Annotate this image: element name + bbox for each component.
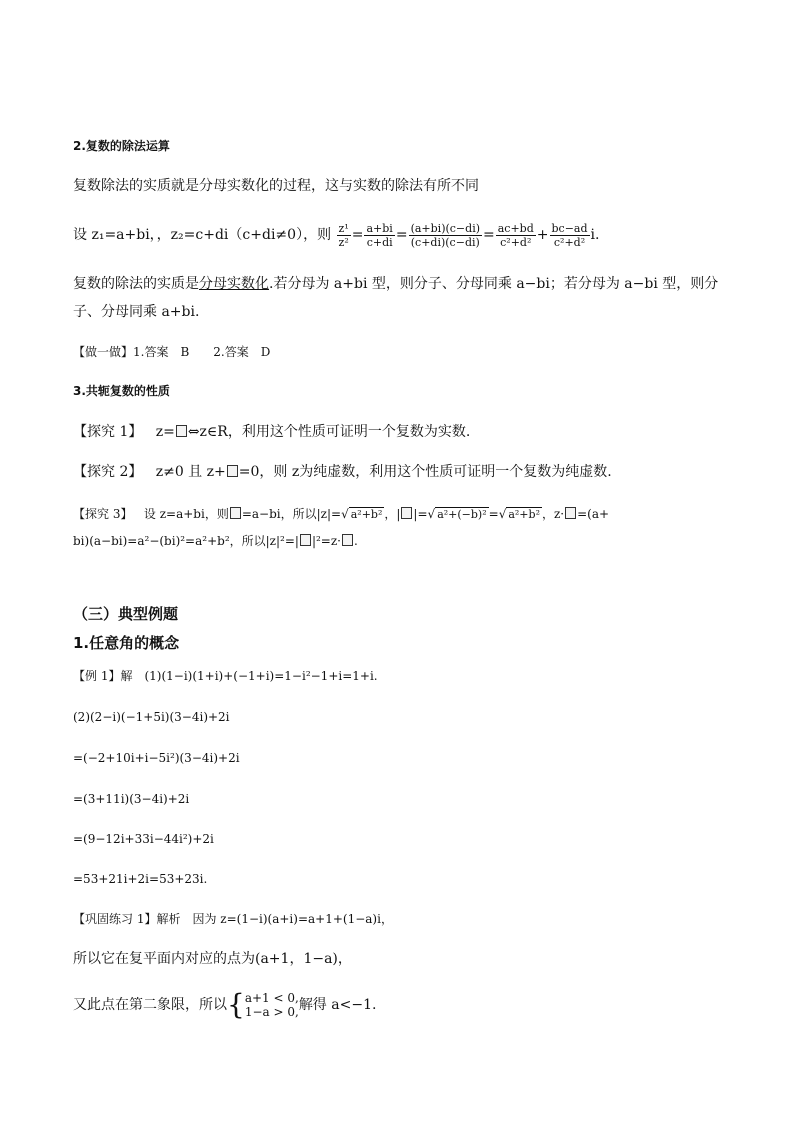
division-explanation-line2: 子、分母同乘 a+bi.	[73, 304, 200, 320]
section-heading-division: 2.复数的除法运算	[73, 139, 170, 153]
conjugate-z-symbol	[342, 534, 353, 546]
sqrt-radicand: a²+(−b)²	[437, 508, 487, 521]
fraction-expanded	[409, 222, 482, 249]
frac-num: a+bi	[366, 221, 393, 235]
frac-den: c²+d²	[553, 235, 586, 249]
step-line: =(3+11i)(3−4i)+2i	[73, 792, 190, 806]
explore-1: 【探究 1】 z= ⇔z∈R，利用这个性质可证明一个复数为实数.	[73, 424, 471, 440]
frac-den: c+di	[366, 235, 393, 249]
step-line: =(−2+10i+i−5i²)(3−4i)+2i	[73, 751, 240, 765]
try-it-answers	[73, 343, 270, 361]
explore-label: 【探究 1】	[73, 424, 143, 440]
conjugate-z-symbol	[227, 465, 238, 477]
explore-label: 【探究 2】	[73, 464, 143, 480]
practice-line2: 所以它在复平面内对应的点为(a+1，1−a)，	[73, 951, 352, 967]
inequality-1: a+1 < 0,	[244, 991, 299, 1005]
frac-num: z¹	[338, 221, 349, 235]
section-heading-examples: （三）典型例题	[73, 605, 179, 623]
frac-num: (a+bi)(c−di)	[410, 221, 480, 235]
frac-num: bc−ad	[551, 221, 588, 235]
conjugate-z-symbol	[300, 534, 311, 546]
conjugate-z-symbol	[230, 507, 241, 519]
section-heading-conjugate: 3.共轭复数的性质	[73, 384, 170, 398]
brace-symbol: {	[227, 988, 245, 1021]
formula-suffix: i.	[590, 227, 600, 243]
fraction-z1-z2	[337, 222, 351, 249]
step-line: (2)(2−i)(−1+5i)(3−4i)+2i	[73, 710, 230, 724]
example-1	[73, 667, 378, 685]
practice-line3: 又此点在第二象限，所以{ a+1 < 0, 1−a > 0, 解得 a<−1.	[73, 988, 377, 1021]
conjugate-z-symbol	[565, 507, 576, 519]
fraction-a-bi	[364, 222, 394, 249]
formula-prefix: 设 z₁=a+bi，，z₂=c+di（c+di≠0），则	[73, 227, 332, 243]
step-line: =(9−12i+33i−44i²)+2i	[73, 832, 214, 846]
division-formula: 设 z₁=a+bi，，z₂=c+di（c+di≠0），则 $\frac{\text{z¹}}{\text{z²}}$ = $\frac{a+bi}{c+di}$ = $\frac{(a+bi)(c-di)}{(c+di)(c-di)}$ = $\frac{ac+bd}{\text{c²+d²}}$ + $\frac{bc-ad}{\text{c²+d²}}$ i.	[73, 221, 600, 249]
explore-3-line2: bi)(a−bi)=a²−(bi)²=a²+b²，所以|z|²=| |²=z· .	[73, 534, 358, 548]
frac-num: ac+bd	[497, 221, 534, 235]
inequality-system	[245, 991, 299, 1019]
conjugate-z-symbol	[401, 507, 412, 519]
frac-den: z²	[338, 235, 349, 249]
step-line: =53+21i+2i=53+23i.	[73, 872, 208, 886]
fraction-real-part	[496, 222, 536, 249]
try-it-text: 1.答案 B 2.答案 D	[133, 345, 271, 359]
explore-3-line1: 【探究 3】 设 z=a+bi，则 =a−bi，所以|z|=√ a²+b² ，| |=√ a²+(−b)² =√ a²+b² ，z· =(a+	[73, 507, 610, 521]
fraction-imag-part	[550, 222, 590, 249]
sqrt-radicand: a²+b²	[350, 508, 383, 521]
explore-label: 【探究 3】	[73, 507, 133, 521]
explore-2: 【探究 2】 z≠0 且 z+ =0，则 z为纯虚数，利用这个性质可证明一个复数为纯虚数.	[73, 464, 612, 480]
sqrt-radicand: a²+b²	[508, 508, 540, 521]
practice-1	[73, 910, 393, 928]
conjugate-z-symbol	[176, 425, 187, 437]
practice-text: 解析 因为 z=(1−i)(a+i)=a+1+(1−a)i，	[156, 912, 393, 926]
inequality-2: 1−a > 0,	[244, 1005, 299, 1019]
underlined-term: 分母实数化	[199, 276, 269, 292]
try-it-label: 【做一做】	[73, 345, 134, 359]
division-explanation-line1: 复数的除法的实质是分母实数化.若分母为 a+bi 型，则分子、分母同乘 a−bi；若分母为 a−bi 型，则分	[73, 276, 719, 292]
practice-label: 【巩固练习 1】	[73, 912, 157, 926]
division-intro: 复数除法的实质就是分母实数化的过程，这与实数的除法有所不同	[73, 178, 479, 194]
example-label: 【例 1】	[73, 669, 121, 683]
example-text: 解 (1)(1−i)(1+i)+(−1+i)=1−i²−1+i=1+i.	[120, 669, 378, 683]
frac-den: (c+di)(c−di)	[410, 235, 480, 249]
frac-den: c²+d²	[500, 235, 532, 249]
sub-heading-concept: 1.任意角的概念	[73, 634, 180, 652]
